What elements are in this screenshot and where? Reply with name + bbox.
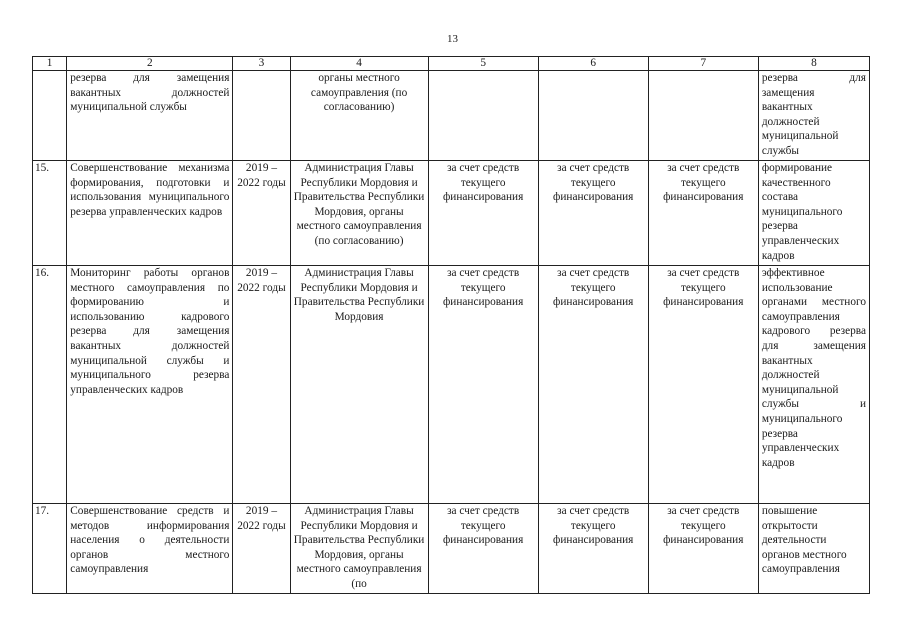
row-number: 17.: [33, 504, 67, 594]
result-cell: эффективное использование органами местного самоуправления кадрового резерва для замещения вакантных должностей муниципальной службы и муниципального резерва управленческих кадров: [758, 266, 869, 504]
column-number: 8: [758, 57, 869, 71]
table-row: [33, 504, 870, 594]
column-number: 6: [538, 57, 648, 71]
column-number: 5: [428, 57, 538, 71]
row-number: 15.: [33, 161, 67, 266]
result-cell: резерва для замещения вакантных должностей муниципальной службы: [758, 71, 869, 161]
funding-cell: за счет средств текущего финансирования: [648, 161, 758, 266]
funding-cell: за счет средств текущего финансирования: [648, 266, 758, 504]
page-number: 13: [447, 33, 458, 45]
funding-cell: [428, 71, 538, 161]
funding-cell: за счет средств текущего финансирования: [538, 161, 648, 266]
funding-cell: за счет средств текущего финансирования: [428, 504, 538, 594]
measure-cell: Совершенствование механизма формирования, подготовки и использования муниципального резерва управленческих кадров: [67, 161, 233, 266]
period-cell: 2019 – 2022 годы: [233, 504, 290, 594]
measures-table: [32, 56, 870, 594]
funding-cell: [648, 71, 758, 161]
funding-cell: [538, 71, 648, 161]
column-number: 4: [290, 57, 428, 71]
executor-cell: Администрация Главы Республики Мордовия и Правительства Республики Мордовия: [290, 266, 428, 504]
executor-cell: Администрация Главы Республики Мордовия и Правительства Республики Мордовия, органы местного самоуправления (по согласованию): [290, 161, 428, 266]
funding-cell: за счет средств текущего финансирования: [428, 161, 538, 266]
measure-cell: Мониторинг работы органов местного самоуправления по формированию и использованию кадрового резерва для замещения вакантных должностей муниципальной службы и муниципального резерва управленческих кадров: [67, 266, 233, 504]
column-number: 2: [67, 57, 233, 71]
funding-cell: за счет средств текущего финансирования: [428, 266, 538, 504]
funding-cell: за счет средств текущего финансирования: [648, 504, 758, 594]
column-number: 3: [233, 57, 290, 71]
measure-cell: резерва для замещения вакантных должностей муниципальной службы: [67, 71, 233, 161]
result-cell: формирование качественного состава муниципального резерва управленческих кадров: [758, 161, 869, 266]
column-number-row: [33, 57, 870, 71]
column-number: 7: [648, 57, 758, 71]
row-number: [33, 71, 67, 161]
funding-cell: за счет средств текущего финансирования: [538, 504, 648, 594]
period-cell: 2019 – 2022 годы: [233, 161, 290, 266]
column-number: 1: [33, 57, 67, 71]
result-cell: повышение открытости деятельности органов местного самоуправления: [758, 504, 869, 594]
executor-cell: Администрация Главы Республики Мордовия и Правительства Республики Мордовия, органы местного самоуправления (по: [290, 504, 428, 594]
measure-cell: Совершенствование средств и методов информирования населения о деятельности органов местного самоуправления: [67, 504, 233, 594]
table-row: [33, 266, 870, 504]
executor-cell: органы местного самоуправления (по согласованию): [290, 71, 428, 161]
table-row: [33, 161, 870, 266]
period-cell: 2019 – 2022 годы: [233, 266, 290, 504]
table-row-continuation: [33, 71, 870, 161]
row-number: 16.: [33, 266, 67, 504]
funding-cell: за счет средств текущего финансирования: [538, 266, 648, 504]
period-cell: [233, 71, 290, 161]
